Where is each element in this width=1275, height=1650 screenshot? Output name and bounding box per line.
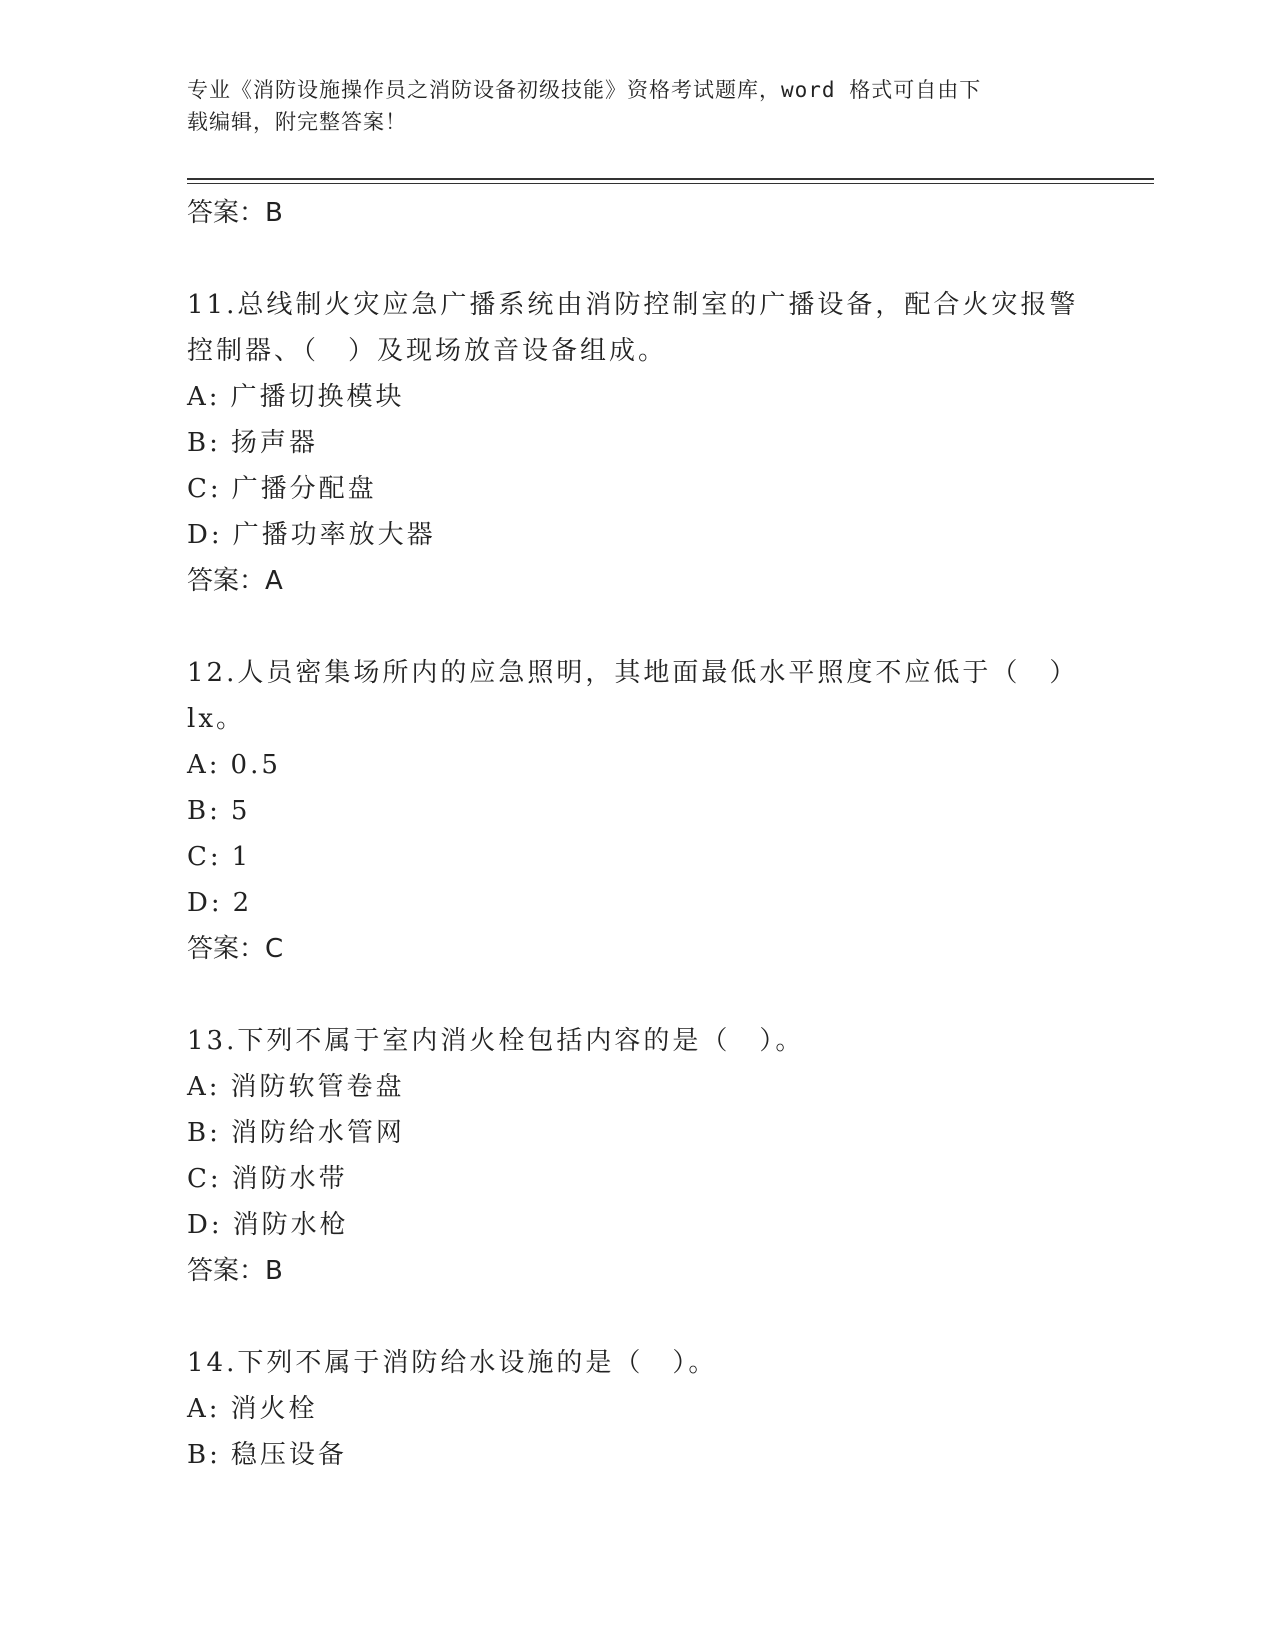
page-header [187,74,1087,138]
question-stem [187,650,1087,742]
question-stem [187,1018,1087,1064]
answer-line: 答案：A [187,566,283,596]
header-divider-thick [187,178,1154,180]
option-letter: D: [187,888,223,918]
option-letter: B: [187,428,221,458]
option-b [187,1432,1087,1478]
option-a [187,742,1087,788]
option-text: 0.5 [230,750,281,780]
option-c [187,466,1087,512]
question-item [187,1018,1087,1294]
option-letter: C: [187,474,222,504]
question-content [187,190,1087,1478]
option-c [187,1156,1087,1202]
option-d [187,512,1087,558]
question-stem [187,282,1087,374]
question-stem-line: 控制器、（ ）及现场放音设备组成。 [187,336,668,366]
option-a [187,1386,1087,1432]
option-letter: C: [187,1164,222,1194]
question-item [187,1340,1087,1478]
option-letter: A: [187,1072,221,1102]
option-text: 1 [231,842,252,872]
option-letter: B: [187,1440,221,1470]
question-stem-line: lx。 [187,704,245,734]
option-text: 消防水枪 [232,1210,349,1240]
header-divider-thin [187,183,1154,184]
option-c [187,834,1087,880]
option-b [187,788,1087,834]
option-letter: C: [187,842,222,872]
question-stem [187,1340,1087,1386]
answer-line: 答案：B [187,1256,283,1286]
option-d [187,1202,1087,1248]
option-text: 消防给水管网 [230,1118,405,1148]
question-stem-line: 13.下列不属于室内消火栓包括内容的是（ ）。 [187,1026,805,1056]
option-d [187,880,1087,926]
option-letter: A: [187,750,221,780]
option-text: 5 [230,796,251,826]
option-text: 广播功率放大器 [232,520,436,550]
option-a [187,374,1087,420]
option-text: 广播分配盘 [231,474,377,504]
option-a [187,1064,1087,1110]
option-text: 扬声器 [230,428,318,458]
option-letter: D: [187,520,223,550]
option-b [187,420,1087,466]
option-letter: D: [187,1210,223,1240]
answer-line: 答案：B [187,198,283,228]
option-text: 2 [232,888,253,918]
option-text: 稳压设备 [230,1440,347,1470]
option-text: 消火栓 [230,1394,318,1424]
answer-line: 答案：C [187,934,284,964]
option-text: 广播切换模块 [230,382,405,412]
header-line-2: 载编辑，附完整答案！ [187,110,407,134]
question-stem-line: 14.下列不属于消防给水设施的是（ ）。 [187,1348,718,1378]
option-letter: A: [187,1394,221,1424]
option-text: 消防软管卷盘 [230,1072,405,1102]
option-letter: B: [187,1118,221,1148]
question-item [187,282,1087,604]
question-stem-line: 11.总线制火灾应急广播系统由消防控制室的广播设备，配合火灾报警 [187,290,1079,320]
option-letter: B: [187,796,221,826]
question-stem-line: 12.人员密集场所内的应急照明，其地面最低水平照度不应低于（ ） [187,658,1079,688]
question-item [187,650,1087,972]
option-letter: A: [187,382,221,412]
header-line-1: 专业《消防设施操作员之消防设备初级技能》资格考试题库，word 格式可自由下 [187,78,982,102]
option-text: 消防水带 [231,1164,348,1194]
option-b [187,1110,1087,1156]
